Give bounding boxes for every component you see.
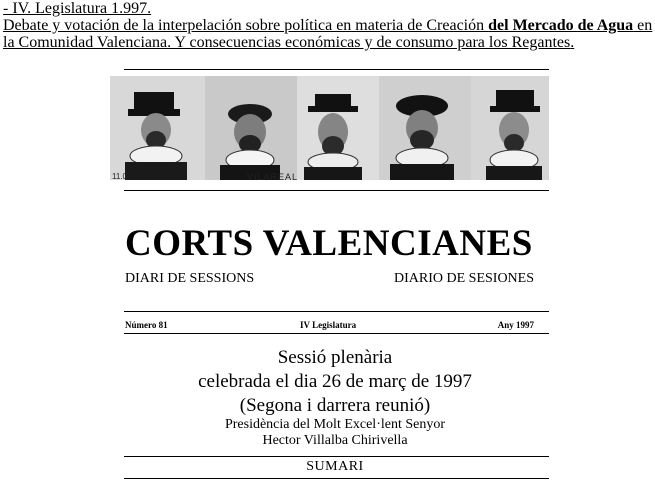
portraits-illustration (110, 76, 549, 180)
session-type: Sessió plenària (277, 347, 393, 368)
note-line-1: - IV. Legislatura 1.997. (3, 0, 152, 17)
note-line-3-text: la Comunidad Valenciana. Y consecuencias económicas y de consumo para los Regantes (3, 34, 571, 51)
session-presidency: Presidència del Molt Excel·lent Senyor (224, 417, 446, 432)
publication-title: CORTS VALENCIANES (125, 223, 533, 264)
note-line-2 (3, 17, 653, 34)
banner-caption-left: 11.0 (112, 172, 127, 181)
portrait-banner-image (110, 76, 549, 180)
rule-above-meta (124, 311, 549, 312)
rule-above-sumari (124, 456, 549, 457)
banner-caption: VILAREAL (247, 172, 299, 182)
session-date: celebrada el dia 26 de març de 1997 (198, 371, 472, 392)
issue-year: Any 1997 (497, 320, 534, 330)
note-line-3-end: . (570, 34, 575, 51)
session-president-name: Hector Villalba Chirivella (262, 433, 408, 448)
session-meeting: (Segona i darrera reunió) (239, 395, 431, 416)
note-emphasis: del Mercado de Agua (488, 17, 634, 34)
legislature-label: IV Legislatura (300, 320, 357, 330)
rule-below-sumari (124, 478, 549, 479)
rule-top (124, 69, 549, 70)
subtitle-spanish: DIARIO DE SESIONES (394, 271, 534, 286)
note-line-2-text: Debate y votación de la interpelación sobre política en materia de Creación (3, 17, 489, 34)
document-note (3, 0, 653, 51)
rule-below-meta (124, 333, 549, 334)
summary-heading: SUMARI (306, 459, 364, 474)
note-line-3 (3, 34, 653, 51)
issue-number: Número 81 (125, 320, 168, 330)
subtitle-valencian: DIARI DE SESSIONS (125, 271, 255, 286)
note-line-2-end: en (633, 17, 653, 34)
rule-below-banner (124, 190, 549, 191)
